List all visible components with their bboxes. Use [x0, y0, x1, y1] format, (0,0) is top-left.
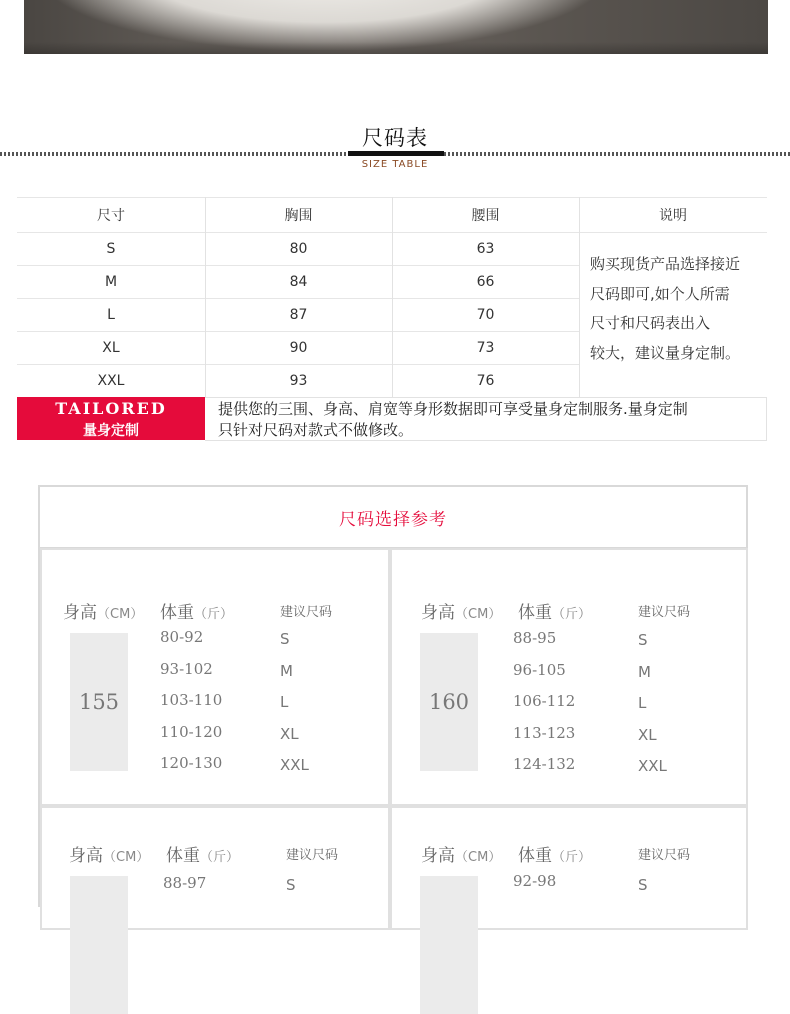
tailored-description: 提供您的三围、身高、肩宽等身形数据即可享受量身定制服务.量身定制 只针对尺码对款式不做修改。	[218, 400, 688, 439]
weight-range: 80-92	[160, 628, 204, 646]
cell-bust: 84	[289, 273, 308, 290]
height-header: 身高（CM）	[69, 846, 150, 866]
size-note: 购买现货产品选择接近 尺码即可,如个人所需 尺寸和尺码表出入 较大，建议量身定制。	[590, 255, 741, 362]
suggested-size: XL	[280, 725, 299, 743]
cell-waist: 73	[476, 339, 495, 356]
weight-range: 88-97	[163, 874, 207, 892]
tailored-cn: 量身定制	[83, 423, 139, 439]
cell-size: XL	[102, 339, 120, 356]
suggested-size: L	[638, 694, 647, 712]
cell-waist: 66	[476, 273, 495, 290]
weight-range: 93-102	[160, 660, 213, 678]
height-header: 身高（CM）	[63, 603, 144, 623]
weight-range: 120-130	[160, 754, 223, 772]
weight-range: 96-105	[513, 661, 566, 679]
table-row	[17, 298, 579, 332]
height-value: 155	[70, 633, 128, 771]
weight-range: 103-110	[160, 691, 223, 709]
suggested-size: XXL	[638, 757, 667, 775]
size-reference-title: 尺码选择参考	[40, 487, 746, 549]
dotted-divider-right	[444, 152, 790, 156]
reference-panel-155	[40, 548, 390, 806]
reference-panel-4	[390, 806, 748, 930]
suggested-size: S	[286, 876, 296, 894]
product-photo	[24, 0, 768, 54]
cell-size: L	[107, 306, 115, 323]
size-header: 建议尺码	[280, 605, 333, 620]
suggested-size: XL	[638, 726, 657, 744]
table-row	[17, 364, 579, 397]
suggested-size: L	[280, 693, 289, 711]
size-table-subtitle: SIZE TABLE	[361, 159, 429, 170]
weight-range: 88-95	[513, 629, 557, 647]
cell-size: S	[106, 240, 116, 257]
suggested-size: M	[638, 663, 651, 681]
title-underline	[348, 151, 444, 156]
height-value	[70, 876, 128, 1014]
suggested-size: S	[638, 631, 648, 649]
cell-waist: 63	[476, 240, 495, 257]
table-row	[17, 232, 579, 266]
table-row	[17, 331, 579, 365]
tailored-badge	[17, 397, 205, 440]
reference-panel-3	[40, 806, 390, 930]
height-value	[420, 876, 478, 1014]
dotted-divider-left	[0, 152, 348, 156]
suggested-size: S	[280, 630, 290, 648]
weight-range: 113-123	[513, 724, 576, 742]
header-note: 说明	[659, 208, 687, 224]
table-row	[17, 265, 579, 299]
size-header: 建议尺码	[638, 605, 691, 620]
suggested-size: S	[638, 876, 648, 894]
weight-header: 体重（斤）	[160, 603, 234, 623]
weight-header: 体重（斤）	[166, 846, 240, 866]
cell-bust: 80	[289, 240, 308, 257]
cell-bust: 87	[289, 306, 308, 323]
size-header: 建议尺码	[638, 848, 691, 863]
height-header: 身高（CM）	[421, 846, 502, 866]
weight-header: 体重（斤）	[518, 846, 592, 866]
weight-range: 124-132	[513, 755, 576, 773]
cell-bust: 93	[289, 372, 308, 389]
header-waist: 腰围	[471, 208, 500, 224]
weight-range: 106-112	[513, 692, 576, 710]
weight-header: 体重（斤）	[518, 603, 592, 623]
reference-panel-160	[390, 548, 748, 806]
cell-bust: 90	[289, 339, 308, 356]
cell-size: M	[104, 273, 118, 290]
suggested-size: XXL	[280, 756, 309, 774]
weight-range: 92-98	[513, 872, 557, 890]
size-table-title: 尺码表	[362, 126, 428, 150]
cell-size: XXL	[97, 372, 125, 389]
tailored-en: TAILORED	[55, 399, 167, 418]
weight-range: 110-120	[160, 723, 223, 741]
header-bust: 胸围	[284, 208, 313, 224]
cell-waist: 70	[476, 306, 495, 323]
suggested-size: M	[280, 662, 293, 680]
height-value: 160	[420, 633, 478, 771]
size-header: 建议尺码	[286, 848, 339, 863]
header-size: 尺寸	[97, 208, 125, 224]
cell-waist: 76	[476, 372, 495, 389]
height-header: 身高（CM）	[421, 603, 502, 623]
